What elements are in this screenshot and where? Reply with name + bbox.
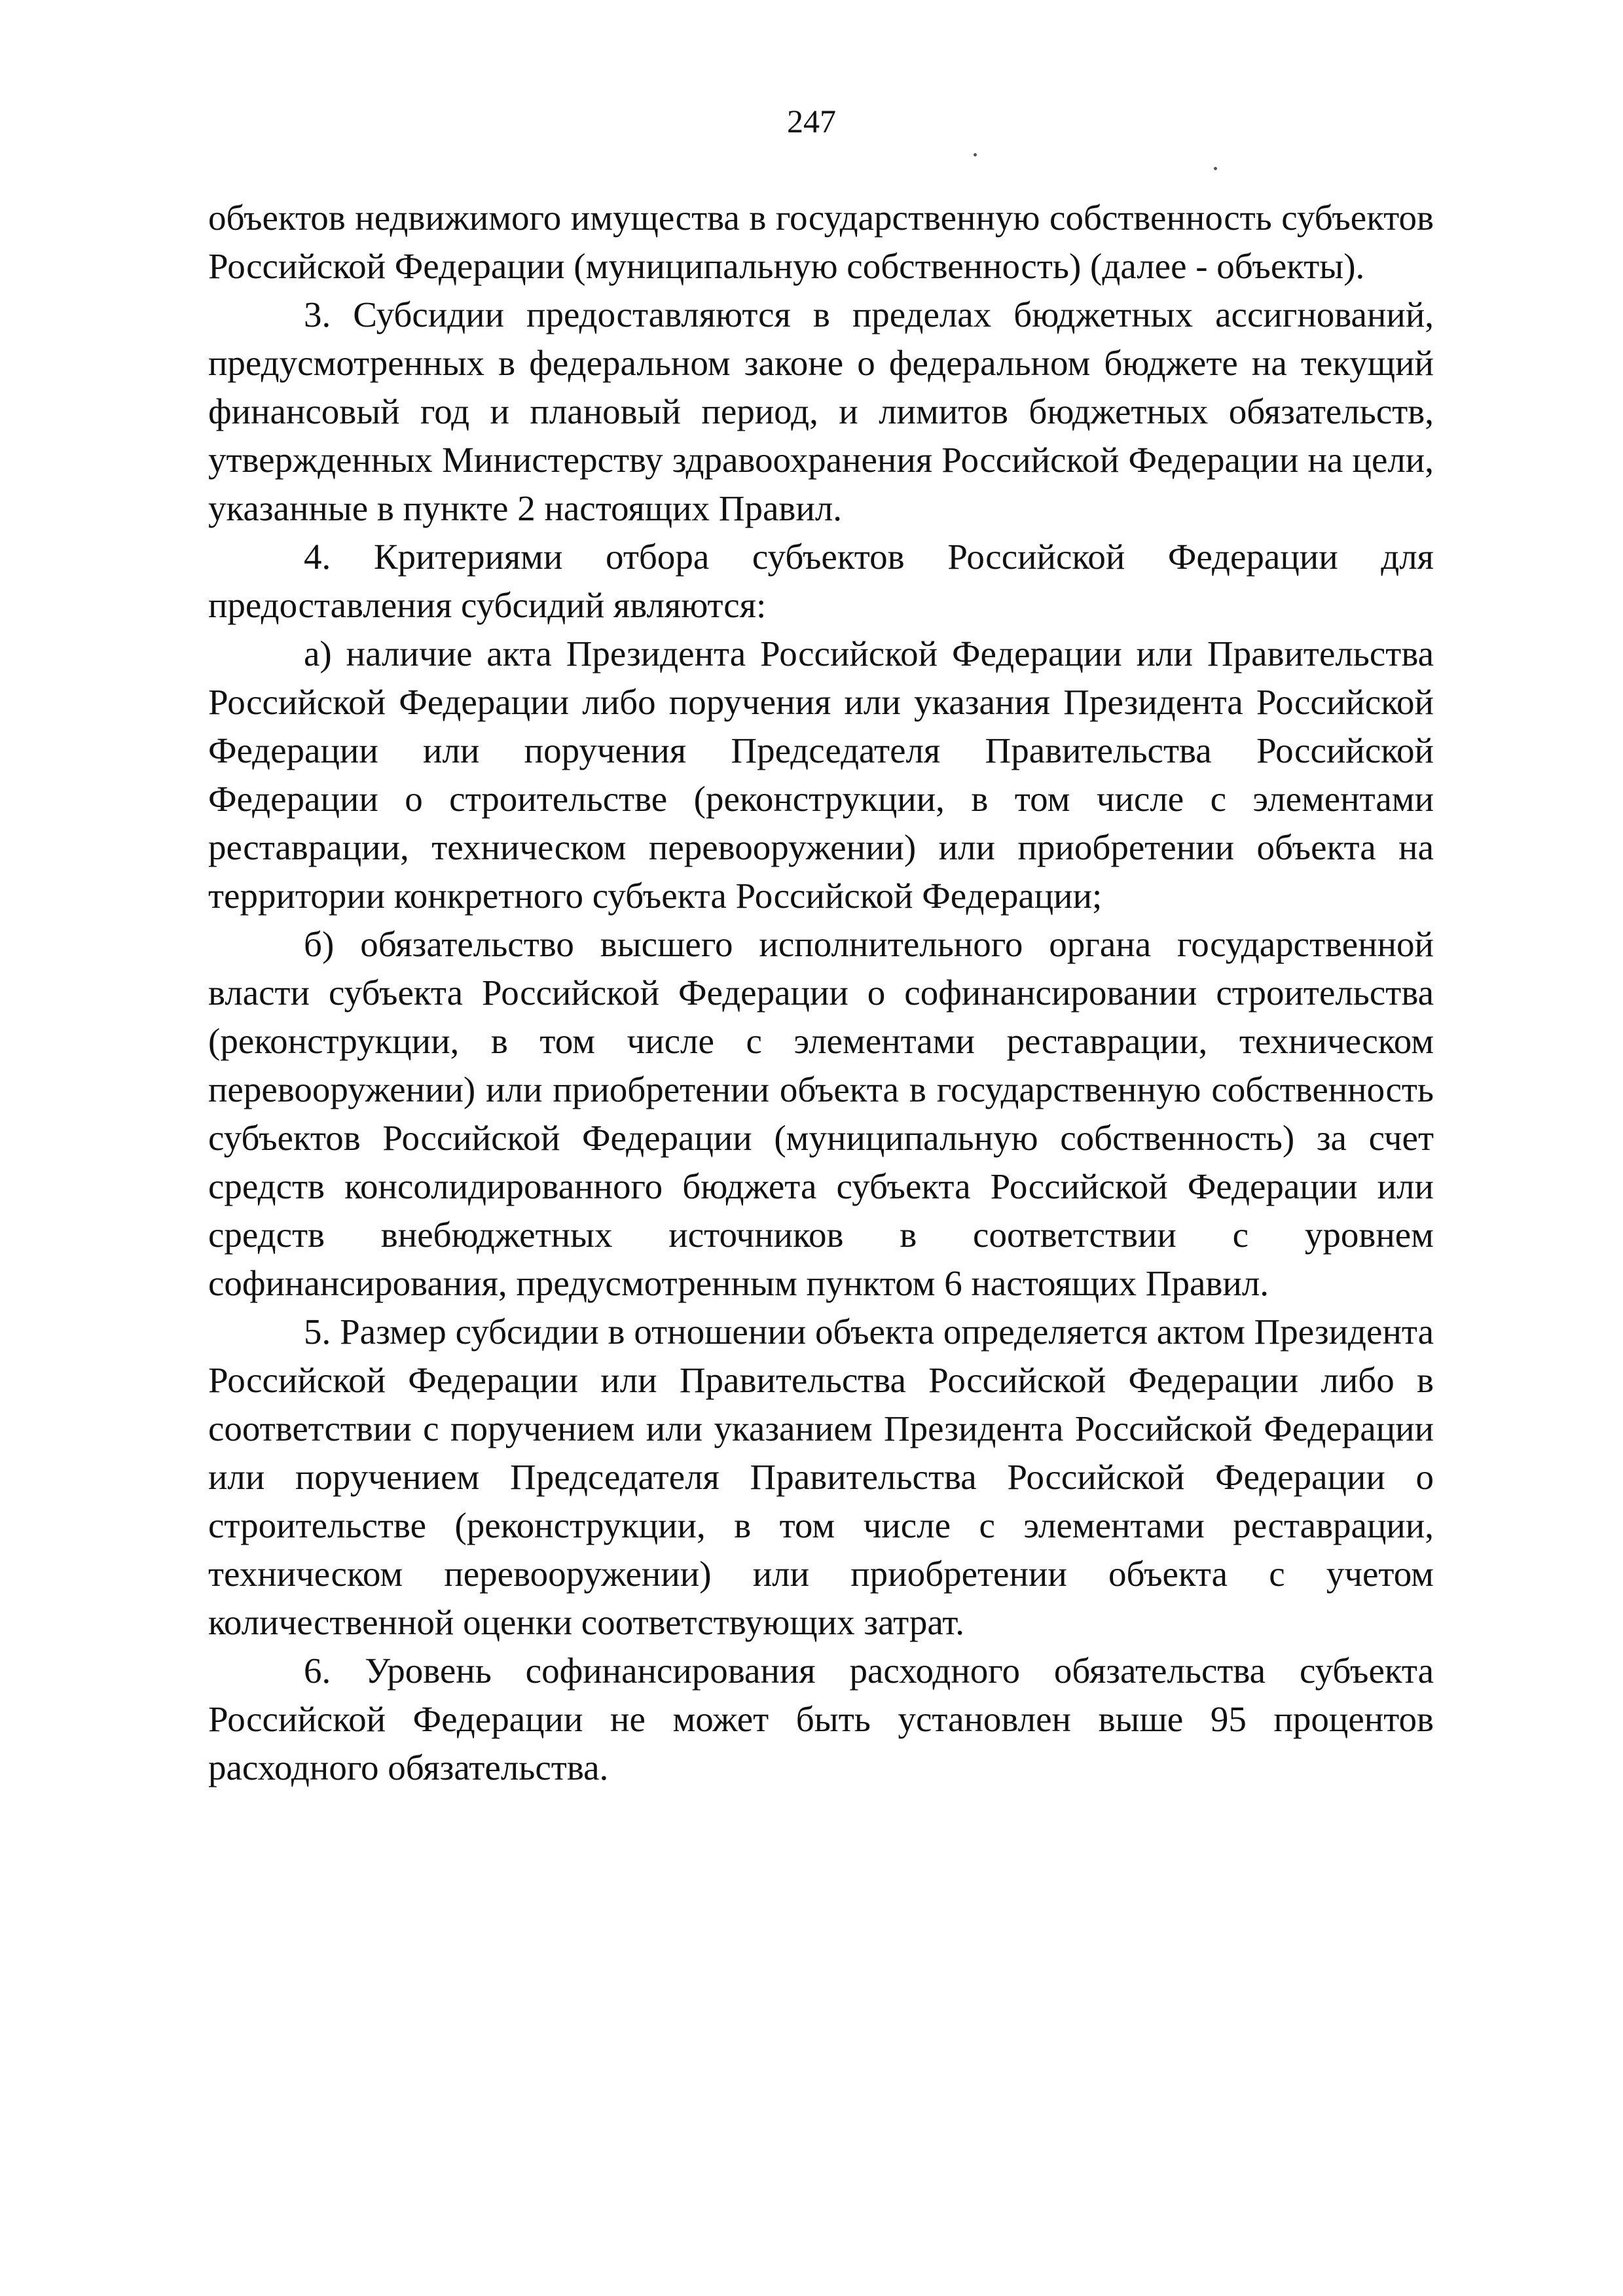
- paragraph-clause-4b: б) обязательство высшего исполнительного органа государственной власти субъекта Российской Федерации о софинансировании строительства (реконструкции, в том числе с элементами реставрации, техническом перевооружении) или приобретении объекта в государственную собственность субъектов Российской Федерации (муниципальную собственность) за счет средств консолидированного бюджета субъекта Российской Федерации или средств внебюджетных источников в соответствии с уровнем софинансирования, предусмотренным пунктом 6 настоящих Правил.: [208, 924, 1434, 1303]
- scan-speck: [1214, 167, 1217, 170]
- body-text: [208, 194, 1434, 1792]
- paragraph-clause-4: 4. Критериями отбора субъектов Российской Федерации для предоставления субсидий являются:: [208, 537, 1434, 625]
- paragraph-clause-5: 5. Размер субсидии в отношении объекта определяется актом Президента Российской Федерации или Правительства Российской Федерации либо в соответствии с поручением или указанием Президента Российской Федерации или поручением Председателя Правительства Российской Федерации о строительстве (реконструкции, в том числе с элементами реставрации, техническом перевооружении) или приобретении объекта с учетом количественной оценки соответствующих затрат.: [208, 1312, 1434, 1642]
- paragraph-clause-4a: а) наличие акта Президента Российской Федерации или Правительства Российской Федерации либо поручения или указания Президента Российской Федерации или поручения Председателя Правительства Российской Федерации о строительстве (реконструкции, в том числе с элементами реставрации, техническом перевооружении) или приобретении объекта на территории конкретного субъекта Российской Федерации;: [208, 634, 1434, 916]
- paragraph-continuation: объектов недвижимого имущества в государственную собственность субъектов Российской Федерации (муниципальную собственность) (далее - объекты).: [208, 198, 1434, 286]
- scan-speck: [974, 153, 977, 156]
- paragraph-clause-6: 6. Уровень софинансирования расходного обязательства субъекта Российской Федерации не может быть установлен выше 95 процентов расходного обязательства.: [208, 1651, 1434, 1787]
- paragraph-clause-3: 3. Субсидии предоставляются в пределах бюджетных ассигнований, предусмотренных в федеральном законе о федеральном бюджете на текущий финансовый год и плановый период, и лимитов бюджетных обязательств, утвержденных Министерству здравоохранения Российской Федерации на цели, указанные в пункте 2 настоящих Правил.: [208, 295, 1434, 528]
- page-number: 247: [787, 103, 836, 139]
